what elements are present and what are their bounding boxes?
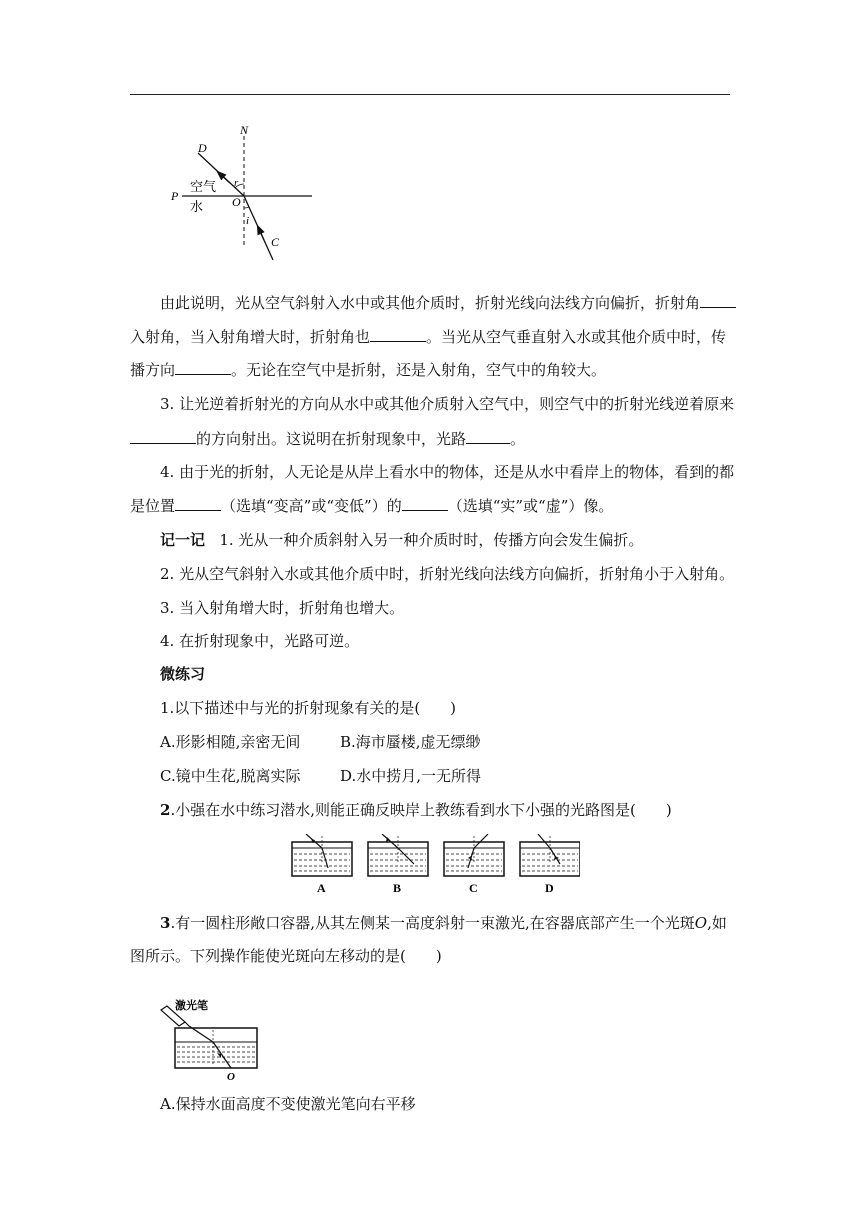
q2-figure [290,834,580,896]
q2-label-d: D [545,881,554,895]
blank-2 [370,327,426,342]
q3-stem-line1: 3.有一圆柱形敞口容器,从其左侧某一高度斜射一束激光,在容器底部产生一个光斑O,如 [160,914,727,932]
q2-label-b: B [393,881,402,895]
para3-line2: 的方向射出。这说明在折射现象中，光路 。 [130,429,730,449]
q3-stem-line2: 图所示。下列操作能使光斑向左移动的是( ) [130,947,442,965]
laser-pen-label: 激光笔 [175,1000,208,1012]
blank-4 [130,429,196,444]
laser-spot-label: O [227,1071,235,1082]
practice-title: 微练习 [160,665,206,683]
blank-7 [402,496,448,511]
remember-line1: 记一记 1. 光从一种介质斜射入另一种介质时时，传播方向会发生偏折。 [160,531,644,549]
incident-ray [244,196,273,260]
blank-1 [700,293,736,308]
container-b [368,834,428,876]
q3-laser-figure [155,996,265,1082]
container-d [520,834,580,876]
label-i: i [246,215,250,227]
remember-item2: 2. 光从空气斜射入水或其他介质中时，折射光线向法线方向偏折，折射角小于入射角。 [160,565,735,583]
para1-line2: 入射角，当入射角增大时，折射角也 。当光从空气垂直射入水或其他介质中时，传 [130,328,727,346]
label-air: 空气 [190,179,217,194]
para1-line3: 播方向 。无论在空气中是折射，还是入射角，空气中的角较大。 [130,361,607,379]
blank-3 [175,360,231,375]
remember-item4: 4. 在折射现象中，光路可逆。 [160,632,360,650]
remember-item3: 3. 当入射角增大时，折射角也增大。 [160,599,405,617]
q1-option-c: C.镜中生花,脱离实际 [160,767,301,785]
q1-stem: 1.以下描述中与光的折射现象有关的是( ) [160,699,457,717]
container-c [444,834,504,876]
q1-option-a: A.形影相随,亲密无间 [160,733,301,751]
remember-title: 记一记 [160,531,206,549]
q1-option-b: B.海市蜃楼,虚无缥缈 [340,733,481,751]
label-o: O [232,195,241,209]
container-a [292,834,352,876]
q2-stem: 2.小强在水中练习潜水,则能正确反映岸上教练看到水下小强的光路图是( ) [160,801,672,819]
q3-option-a: A.保持水面高度不变使激光笔向右平移 [160,1095,416,1113]
para4-line2: 是位置 （选填“变高”或“变低”）的 （选填“实”或“虚”）像。 [130,497,614,515]
para3-line1: 3. 让光逆着折射光的方向从水中或其他介质射入空气中，则空气中的折射光线逆着原来 [160,395,735,413]
para4-line1: 4. 由于光的折射，人无论是从岸上看水中的物体，还是从水中看岸上的物体，看到的都 [160,463,735,481]
refraction-diagram [160,118,330,268]
q1-option-d: D.水中捞月,一无所得 [340,767,482,785]
blank-5 [466,429,510,444]
label-water: 水 [190,199,204,214]
label-d: D [198,141,207,155]
label-r: r [234,177,239,189]
label-p: P [171,189,179,203]
label-n: N [240,123,249,137]
q2-label-c: C [469,881,478,895]
q2-label-a: A [317,881,326,895]
label-c: C [271,235,280,249]
para1-line1: 由此说明，光从空气斜射入水中或其他介质时，折射光线向法线方向偏折，折射角 [130,293,730,313]
blank-6 [175,496,221,511]
header-rule [130,94,730,95]
